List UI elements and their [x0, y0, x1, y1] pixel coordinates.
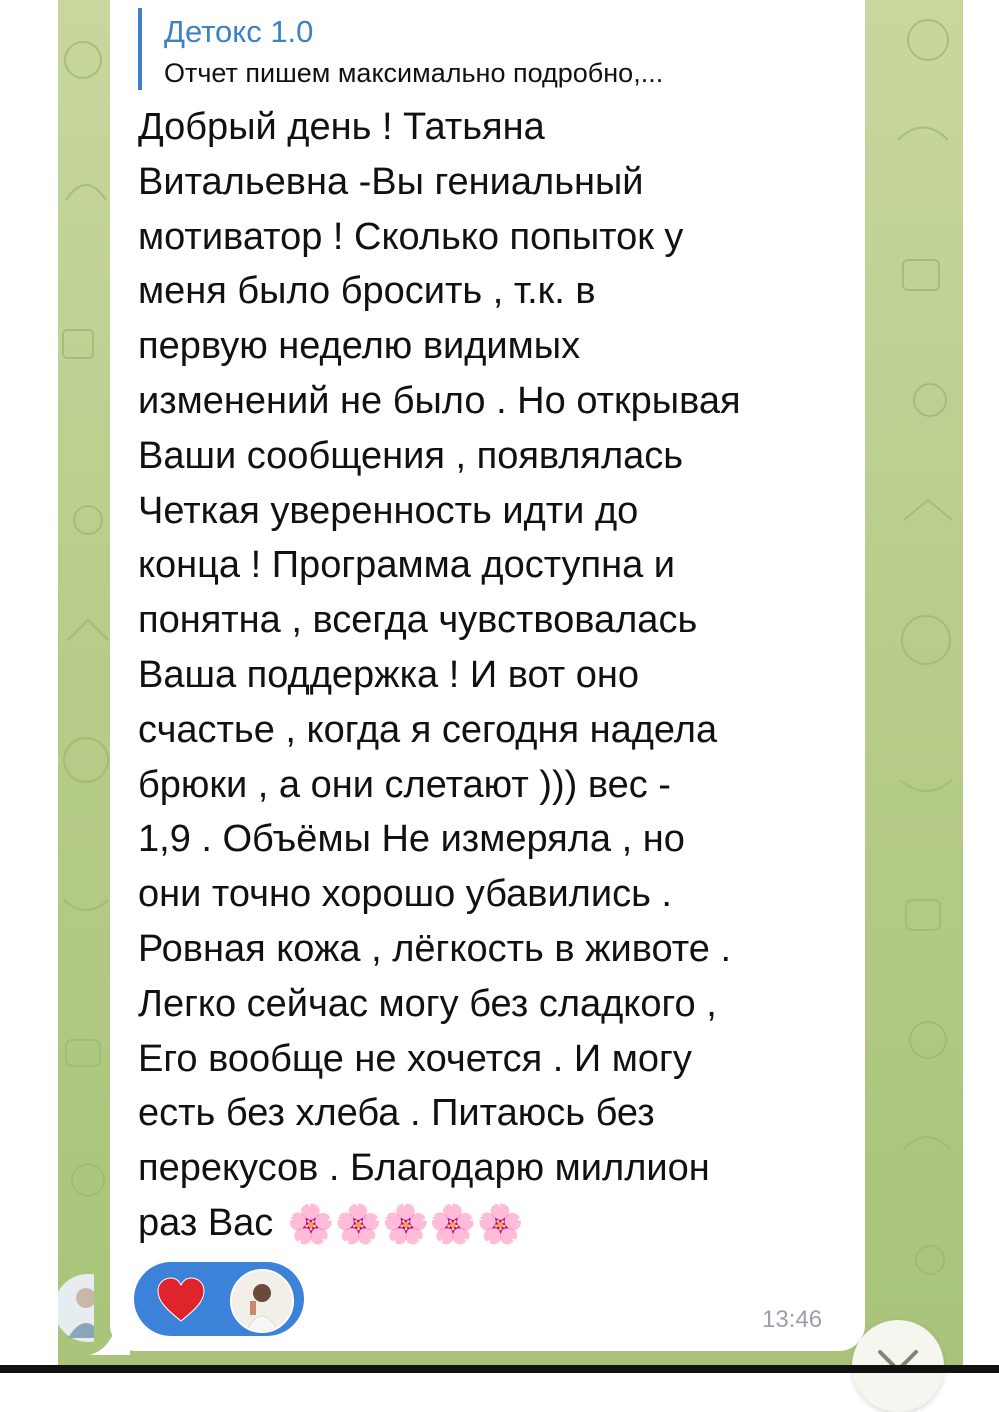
message-line: мотиватор ! Сколько попыток у [138, 215, 684, 258]
message-line: меня было бросить , т.к. в [138, 270, 596, 313]
message-line: Витальевна -Вы гениальный [138, 160, 644, 203]
reply-title: Детокс 1.0 [164, 14, 314, 49]
message-line: понятна , всегда чувствовалась [138, 599, 698, 642]
message-bubble[interactable] [110, 0, 865, 1351]
message-line: первую неделю видимых [138, 325, 581, 368]
message-time: 13:46 [762, 1306, 823, 1333]
message-line: раз Вас [138, 1201, 274, 1244]
message-line: Ровная кожа , лёгкость в животе . [138, 927, 732, 970]
message-line: перекусов . Благодарю миллион [138, 1147, 710, 1190]
sender-avatar[interactable] [58, 1268, 94, 1350]
message-line: они точно хорошо убавились . [138, 873, 672, 916]
message-line: Его вообще не хочется . И могу [138, 1037, 692, 1080]
reactor-avatar [230, 1269, 294, 1333]
heart-icon [156, 1277, 206, 1323]
message-line: Добрый день ! Татьяна [138, 106, 545, 148]
message-line: 1,9 . Объёмы Не измеряла , но [138, 818, 685, 861]
message-line: изменений не было . Но открывая [138, 379, 741, 422]
message-line: Легко сейчас могу без сладкого , [138, 982, 717, 1025]
message-line: брюки , а они слетают ))) вес - [138, 763, 671, 806]
message-line: Ваши сообщения , появлялась [138, 434, 684, 477]
right-edge [963, 0, 999, 1365]
message-line: есть без хлеба . Питаюсь без [138, 1092, 655, 1135]
sender-avatar-image [58, 1268, 94, 1350]
reply-quote[interactable] [138, 8, 862, 90]
flower-emojis: 🌸🌸🌸🌸🌸 [287, 1203, 524, 1246]
message-line: конца ! Программа доступна и [138, 544, 676, 587]
message-line: Четкая уверенность идти до [138, 489, 639, 532]
bottom-edge [0, 1365, 999, 1373]
message-last-line [138, 1196, 848, 1251]
reply-preview: Отчет пишем максимально подробно,... [164, 58, 664, 88]
message-text [138, 100, 848, 1251]
message-line: Ваша поддержка ! И вот оно [138, 653, 639, 696]
message-line: счастье , когда я сегодня надела [138, 708, 718, 751]
reactor-avatar-image [232, 1271, 292, 1331]
reaction-pill[interactable] [134, 1262, 304, 1336]
